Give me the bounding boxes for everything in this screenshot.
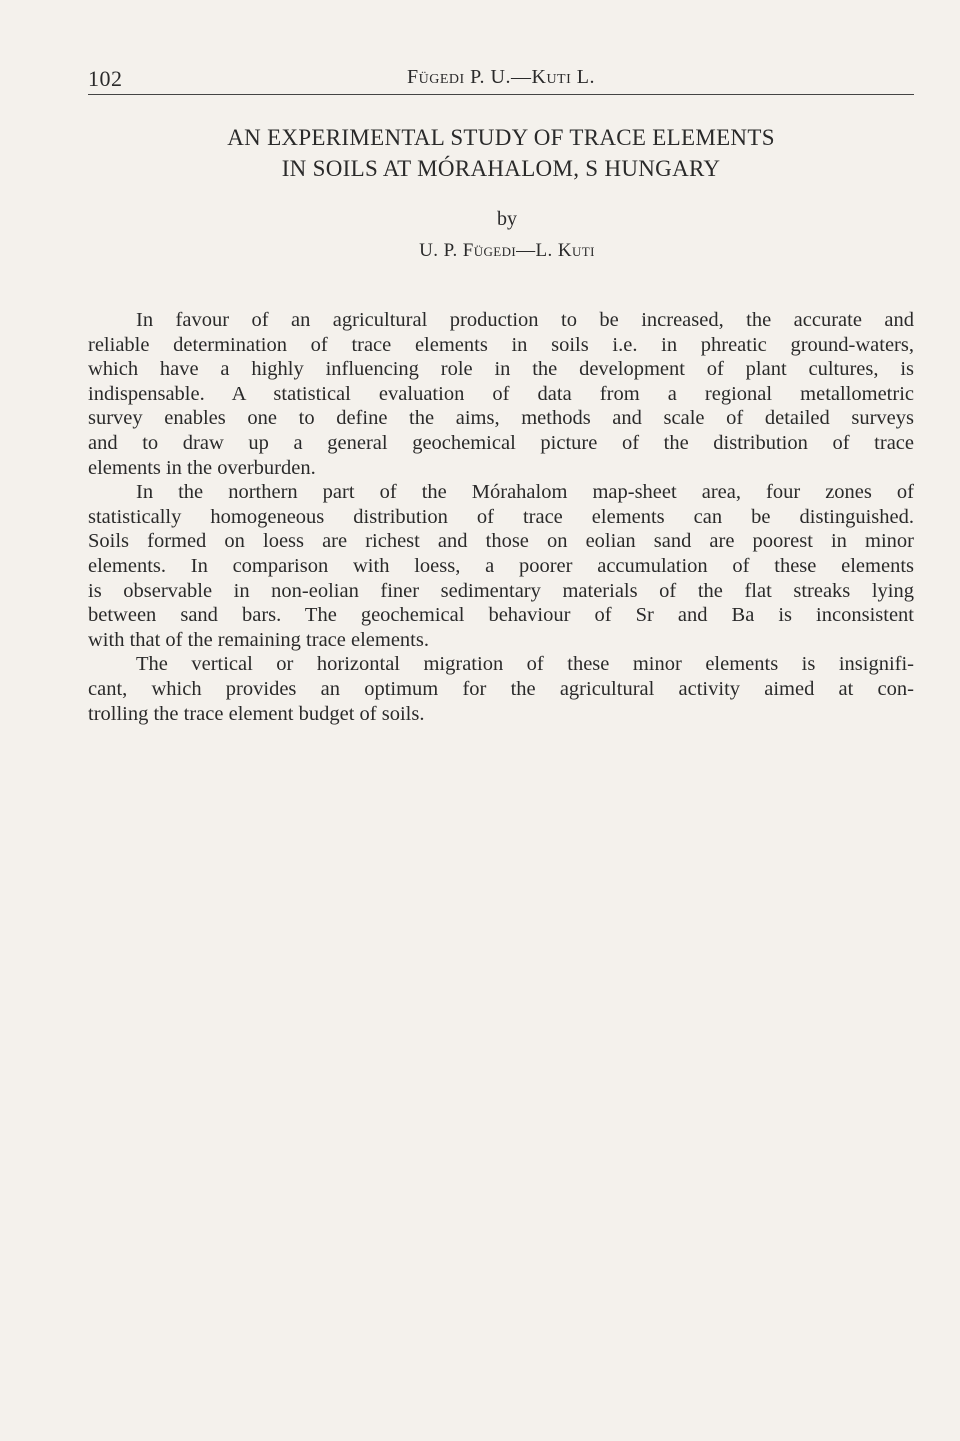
byline-authors: U. P. Fügedi—L. Kuti (419, 240, 595, 261)
abstract-line: with that of the remaining trace elements. (88, 628, 429, 651)
abstract-line: is observable in non-eolian finer sedimentary materials of the flat streaks lying (88, 579, 914, 602)
abstract (88, 308, 914, 726)
abstract-line: In the northern part of the Mórahalom map-sheet area, four zones of (136, 481, 914, 504)
abstract-line: elements in the overburden. (88, 456, 316, 479)
article-title (88, 122, 914, 184)
abstract-line: trolling the trace element budget of soils. (88, 702, 425, 725)
abstract-line: indispensable. A statistical evaluation of data from a regional metallometric (88, 382, 914, 405)
abstract-line: statistically homogeneous distribution of trace elements can be distinguished. (88, 505, 914, 528)
abstract-line: and to draw up a general geochemical picture of the distribution of trace (88, 431, 914, 454)
running-authors: Fügedi P. U.—Kuti L. (406, 66, 595, 88)
abstract-line: In favour of an agricultural production to be increased, the accurate and (136, 309, 914, 331)
title-line: AN EXPERIMENTAL STUDY OF TRACE ELEMENTS (227, 125, 775, 150)
abstract-line: survey enables one to define the aims, methods and scale of detailed surveys (88, 407, 914, 430)
abstract-line: which have a highly influencing role in the development of plant cultures, is (88, 358, 914, 381)
abstract-line: cant, which provides an optimum for the agricultural activity aimed at con- (88, 677, 914, 700)
abstract-line: Soils formed on loess are richest and those on eolian sand are poorest in minor (88, 530, 914, 553)
abstract-line: The vertical or horizontal migration of these minor elements is insignifi- (136, 653, 914, 676)
abstract-line: reliable determination of trace elements in soils i.e. in phreatic ground-waters, (88, 333, 914, 356)
page-number: 102 (88, 66, 123, 91)
byline-by: by (497, 208, 517, 230)
running-head (88, 64, 914, 95)
abstract-line: between sand bars. The geochemical behaviour of Sr and Ba is inconsistent (88, 604, 914, 627)
abstract-line: elements. In comparison with loess, a poorer accumulation of these elements (88, 554, 914, 577)
title-line: IN SOILS AT MÓRAHALOM, S HUNGARY (281, 156, 721, 181)
